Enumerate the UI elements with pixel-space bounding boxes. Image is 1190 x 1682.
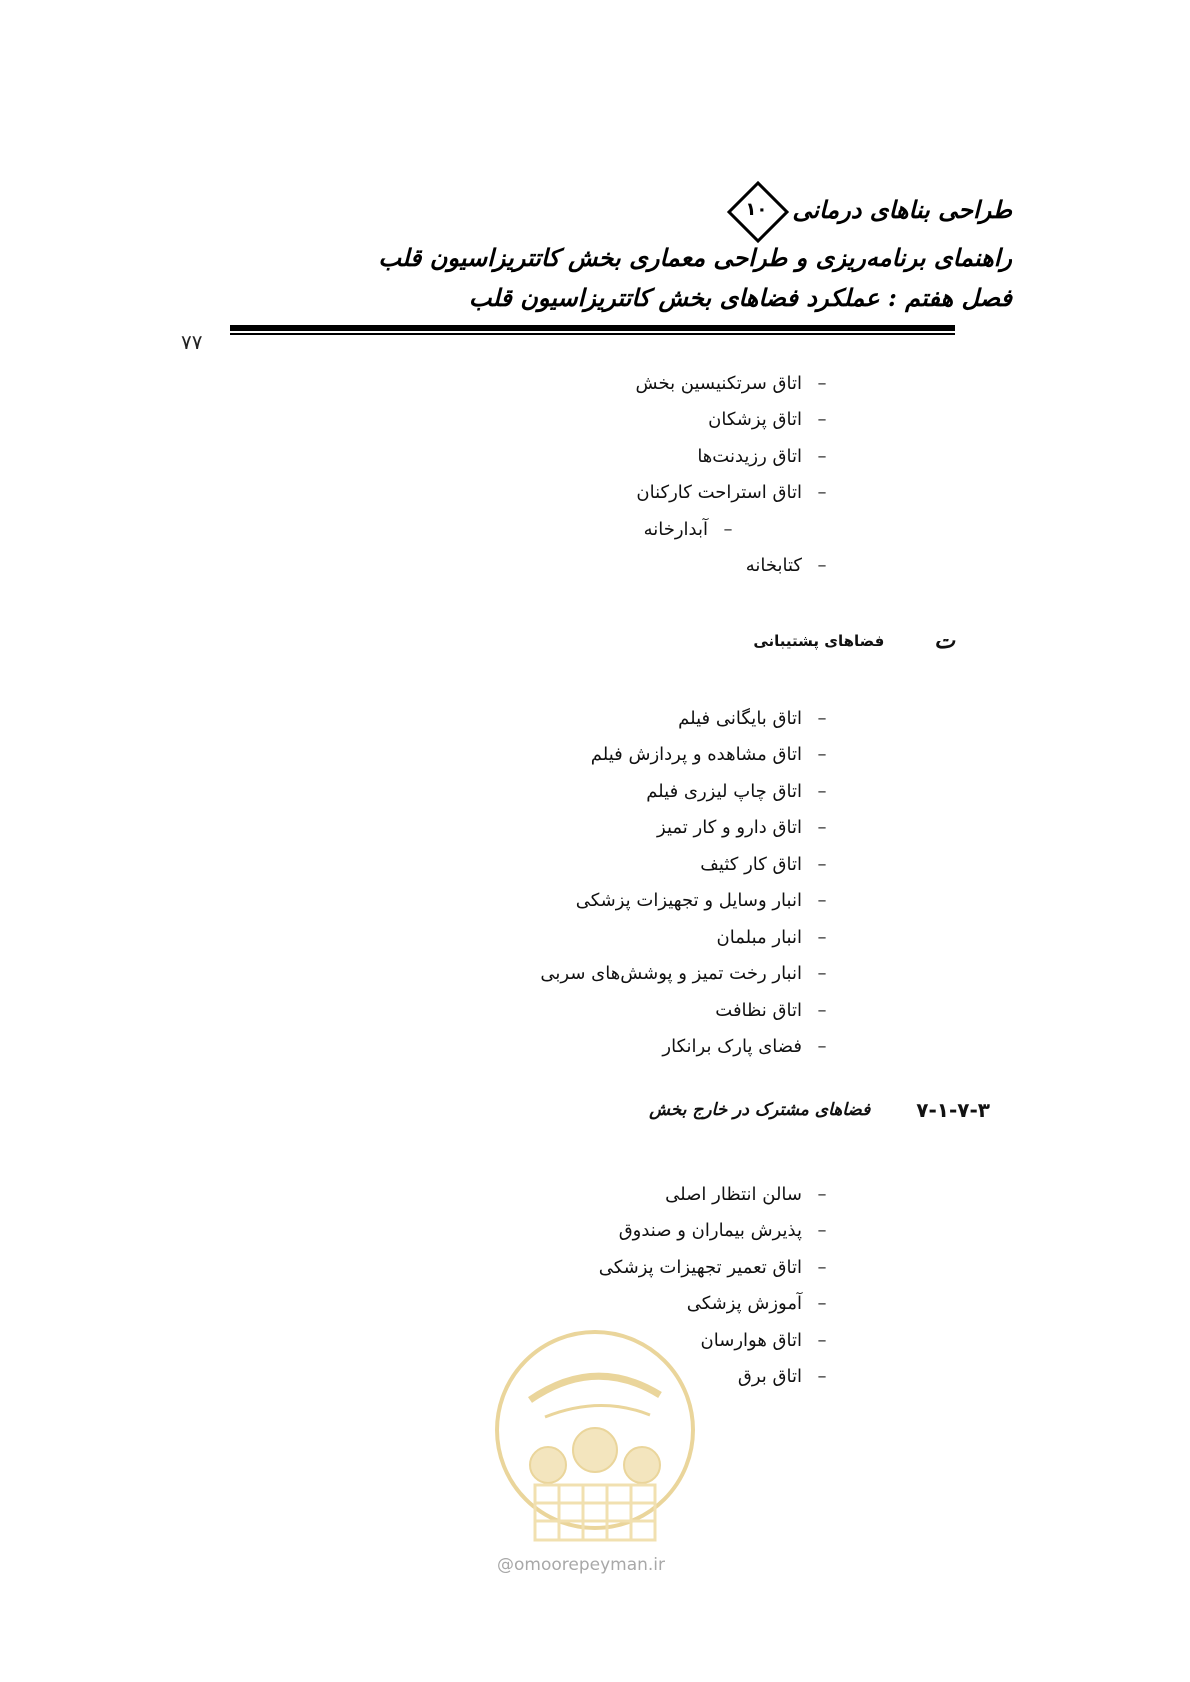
list-dash: – (817, 707, 827, 729)
list-dash: – (817, 555, 827, 577)
list-dash: – (817, 926, 827, 948)
list-dash: – (817, 482, 827, 504)
list-item (636, 438, 839, 475)
list-item-text: سالن انتظار اصلی (665, 1183, 802, 1205)
list-item-text: اتاق مشاهده و پردازش فیلم (590, 744, 802, 766)
list-item (540, 919, 838, 956)
list-item (540, 700, 838, 737)
list-item (636, 365, 839, 402)
list-item-text: اتاق استراحت کارکنان (636, 482, 802, 504)
list-item-text: پذیرش بیماران و صندوق (618, 1220, 802, 1242)
header-guide-title: راهنمای برنامه‌ریزی و طراحی معماری بخش کاتتریزاسیون قلب (378, 243, 1012, 272)
list-item (540, 737, 838, 774)
list-item (540, 956, 838, 993)
list-dash: – (817, 1036, 827, 1058)
list-dash: – (817, 1329, 827, 1351)
list-dash: – (723, 518, 733, 540)
list-item-text: اتاق پزشکان (708, 409, 802, 431)
list-item (540, 773, 838, 810)
list-item-text: انبار مبلمان (716, 926, 802, 948)
header-divider-thin (230, 333, 955, 335)
list-item-text: اتاق تعمیر تجهیزات پزشکی (598, 1256, 802, 1278)
list-dash: – (817, 445, 827, 467)
list-item (599, 1286, 838, 1323)
list-item (636, 475, 839, 512)
section-letter: ت (934, 628, 955, 654)
list-dash: – (817, 817, 827, 839)
list-item (599, 1249, 838, 1286)
list-dash: – (817, 1256, 827, 1278)
list-item (540, 883, 838, 920)
list-item-text: اتاق نظافت (715, 999, 802, 1021)
list-item-text: آبدارخانه (643, 518, 708, 540)
header-chapter-title: فصل هفتم : عملکرد فضاهای بخش کاتتریزاسیون قلب (468, 283, 1012, 312)
list-item-text: اتاق بایگانی فیلم (678, 707, 802, 729)
list-dash: – (817, 999, 827, 1021)
list-dash: – (817, 963, 827, 985)
list-item-text: کتابخانه (745, 555, 802, 577)
list-dash: – (817, 1366, 827, 1388)
list-dash: – (817, 1183, 827, 1205)
list-item-text: اتاق دارو و کار تمیز (657, 817, 802, 839)
list-dash: – (817, 409, 827, 431)
list-item (540, 810, 838, 847)
list-item-text: فضای پارک برانکار (662, 1036, 802, 1058)
list-dash: – (817, 1220, 827, 1242)
list-item (636, 511, 839, 548)
list-dash: – (817, 853, 827, 875)
list-dash: – (817, 890, 827, 912)
list-dash: – (817, 780, 827, 802)
list-dash: – (817, 744, 827, 766)
support-spaces-list (540, 700, 838, 1065)
header-line-1 (192, 182, 1012, 238)
list-item-text: اتاق کار کثیف (700, 853, 802, 875)
series-number-badge (728, 182, 784, 238)
list-item-text: اتاق هوارسان (700, 1329, 802, 1351)
list-item (540, 1029, 838, 1066)
list-dash: – (817, 1293, 827, 1315)
list-item-text: اتاق برق (737, 1366, 802, 1388)
watermark-logo-icon (490, 1325, 700, 1565)
shared-spaces-heading (649, 1098, 990, 1122)
list-item (599, 1213, 838, 1250)
header-book-title: طراحی بناهای درمانی (792, 195, 1012, 224)
list-dash: – (817, 372, 827, 394)
staff-rooms-list (636, 365, 839, 584)
section-title: فضاهای مشترک در خارج بخش (649, 1100, 871, 1120)
watermark-site: @omoorepeyman.ir (497, 1555, 666, 1575)
support-spaces-heading (753, 628, 955, 654)
list-item-text: آموزش پزشکی (686, 1293, 802, 1315)
list-item-text: انبار وسایل و تجهیزات پزشکی (575, 890, 802, 912)
series-number: ۱۰ (745, 199, 768, 220)
list-item (540, 992, 838, 1029)
page-header (192, 182, 1012, 318)
header-divider-thick (230, 325, 955, 331)
list-item-text: اتاق سرتکنیسین بخش (635, 372, 802, 394)
list-item-text: اتاق رزیدنت‌ها (697, 445, 802, 467)
list-item (636, 548, 839, 585)
list-item (599, 1176, 838, 1213)
list-item-text: انبار رخت تمیز و پوشش‌های سربی (540, 963, 802, 985)
list-item (636, 402, 839, 439)
page-number: ۷۷ (181, 330, 203, 354)
section-title: فضاهای پشتیبانی (753, 632, 885, 650)
list-item (540, 846, 838, 883)
list-item-text: اتاق چاپ لیزری فیلم (646, 780, 802, 802)
section-number: ۷-۱-۷-۳ (916, 1098, 990, 1122)
